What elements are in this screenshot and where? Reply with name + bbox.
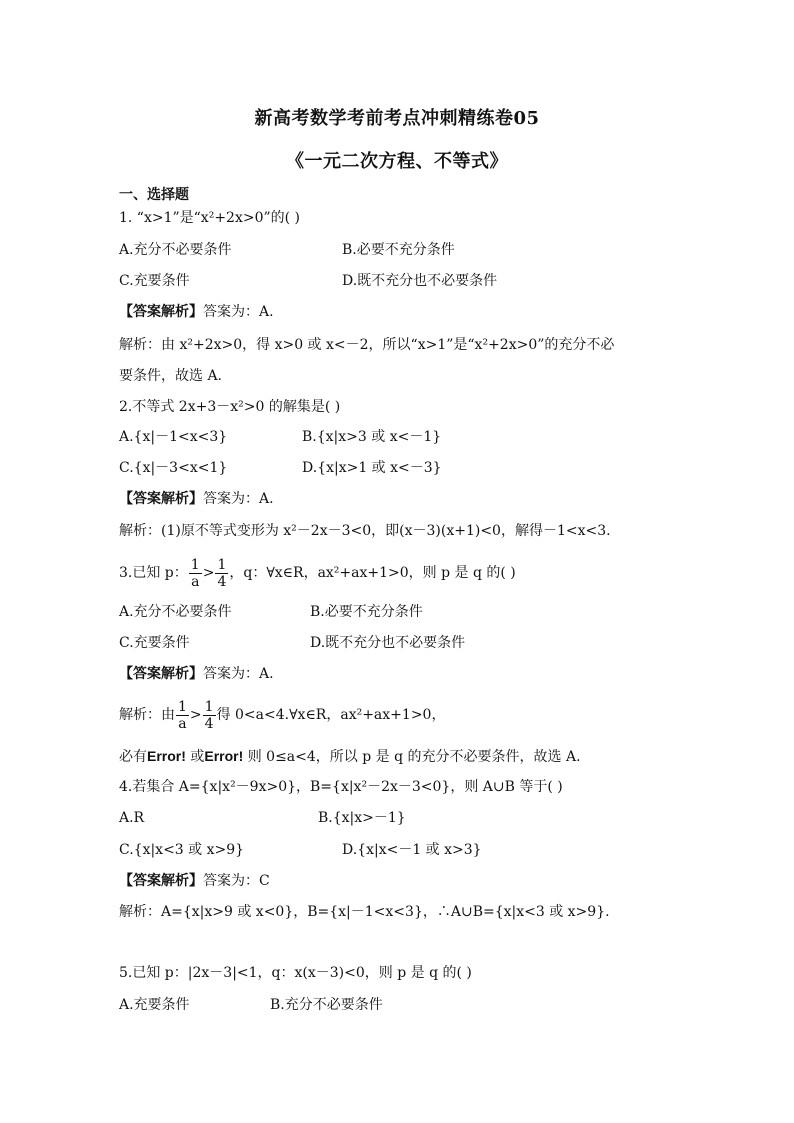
q4-answer-text: 答案为：C [203, 873, 270, 889]
q3-option-d: D.既不充分也不必要条件 [310, 635, 466, 651]
q1-answer [119, 302, 274, 322]
q4-explanation: 解析：A={x|x>9 或 x<0}，B={x|－1<x<3}，∴A∪B={x|x<3 或 x>9}. [119, 904, 610, 920]
q3-explanation-line2: 必有Error! 或Error! 则 0≤a<4，所以 p 是 q 的充分不必要条件，故选 A. [119, 748, 581, 765]
q1-answer-text: 答案为：A. [203, 304, 274, 320]
q5-stem: 5.已知 p：|2x－3|<1，q：x(x－3)<0，则 p 是 q 的( ) [119, 965, 472, 981]
q1-option-a: A.充分不必要条件 [119, 242, 232, 258]
q2-option-d: D.{x|x>1 或 x<－3} [302, 460, 442, 476]
q5-option-b: B.充分不必要条件 [270, 997, 383, 1013]
q4-option-b: B.{x|x>－1} [318, 810, 406, 826]
q1-explanation-line1: 解析：由 x²+2x>0，得 x>0 或 x<－2，所以“x>1”是“x²+2x>0”的充分不必 [119, 337, 615, 353]
q4-stem: 4.若集合 A={x|x²－9x>0}，B={x|x²－2x－3<0}，则 A∪B 等于( ) [119, 779, 563, 795]
q3-stem: 3.已知 p： $\frac{1}{a}$ > $\frac{1}{4}$ ，q：∀x∈R，ax²+ax+1>0，则 p 是 q 的( ) [119, 556, 516, 590]
q4-option-d: D.{x|x<－1 或 x>3} [342, 842, 482, 858]
fraction-1-over-4: $\frac{1}{4}$ [217, 556, 227, 590]
q2-answer [119, 489, 274, 509]
q1-option-c: C.充要条件 [119, 273, 190, 289]
q2-explanation: 解析：(1)原不等式变形为 x²－2x－3<0，即(x－3)(x+1)<0，解得－1<x<3. [119, 523, 611, 539]
q2-option-a: A.{x|－1<x<3} [119, 429, 228, 445]
answer-heading: 【答案解析】 [119, 666, 203, 682]
q4-option-c: C.{x|x<3 或 x>9} [119, 842, 245, 858]
q1-stem: 1. “x>1”是“x²+2x>0”的( ) [119, 210, 301, 226]
answer-heading: 【答案解析】 [119, 491, 203, 507]
answer-heading: 【答案解析】 [119, 304, 203, 320]
q1-option-d: D.既不充分也不必要条件 [342, 273, 498, 289]
q3-explanation-line1: 解析：由 $\frac{1}{a}$ > $\frac{1}{4}$ 得 0<a<4.∀x∈R，ax²+ax+1>0， [119, 698, 446, 732]
q3-option-c: C.充要条件 [119, 635, 190, 651]
document-subtitle: 《一元二次方程、不等式》 [286, 151, 508, 172]
q2-option-b: B.{x|x>3 或 x<－1} [302, 429, 442, 445]
q2-stem: 2.不等式 2x+3－x²>0 的解集是( ) [119, 399, 341, 415]
q3-answer [119, 664, 274, 684]
fraction-1-over-4: $\frac{1}{4}$ [204, 698, 214, 732]
q5-option-a: A.充要条件 [119, 997, 190, 1013]
fraction-1-over-a: $\frac{1}{a}$ [190, 556, 200, 590]
q4-option-a: A.R [119, 810, 145, 826]
q1-explanation-line2: 要条件，故选 A. [119, 368, 223, 384]
document-title: 新高考数学考前考点冲刺精练卷05 [254, 108, 540, 129]
fraction-1-over-a: $\frac{1}{a}$ [178, 698, 187, 732]
q4-answer [119, 871, 270, 891]
q2-answer-text: 答案为：A. [203, 491, 274, 507]
q3-answer-text: 答案为：A. [203, 666, 274, 682]
q1-option-b: B.必要不充分条件 [342, 242, 455, 258]
q3-option-b: B.必要不充分条件 [310, 604, 423, 620]
section-heading: 一、选择题 [119, 187, 189, 203]
q3-option-a: A.充分不必要条件 [119, 604, 232, 620]
error-field: Error! [204, 748, 244, 764]
answer-heading: 【答案解析】 [119, 873, 203, 889]
q2-option-c: C.{x|－3<x<1} [119, 460, 228, 476]
error-field: Error! [147, 748, 186, 764]
